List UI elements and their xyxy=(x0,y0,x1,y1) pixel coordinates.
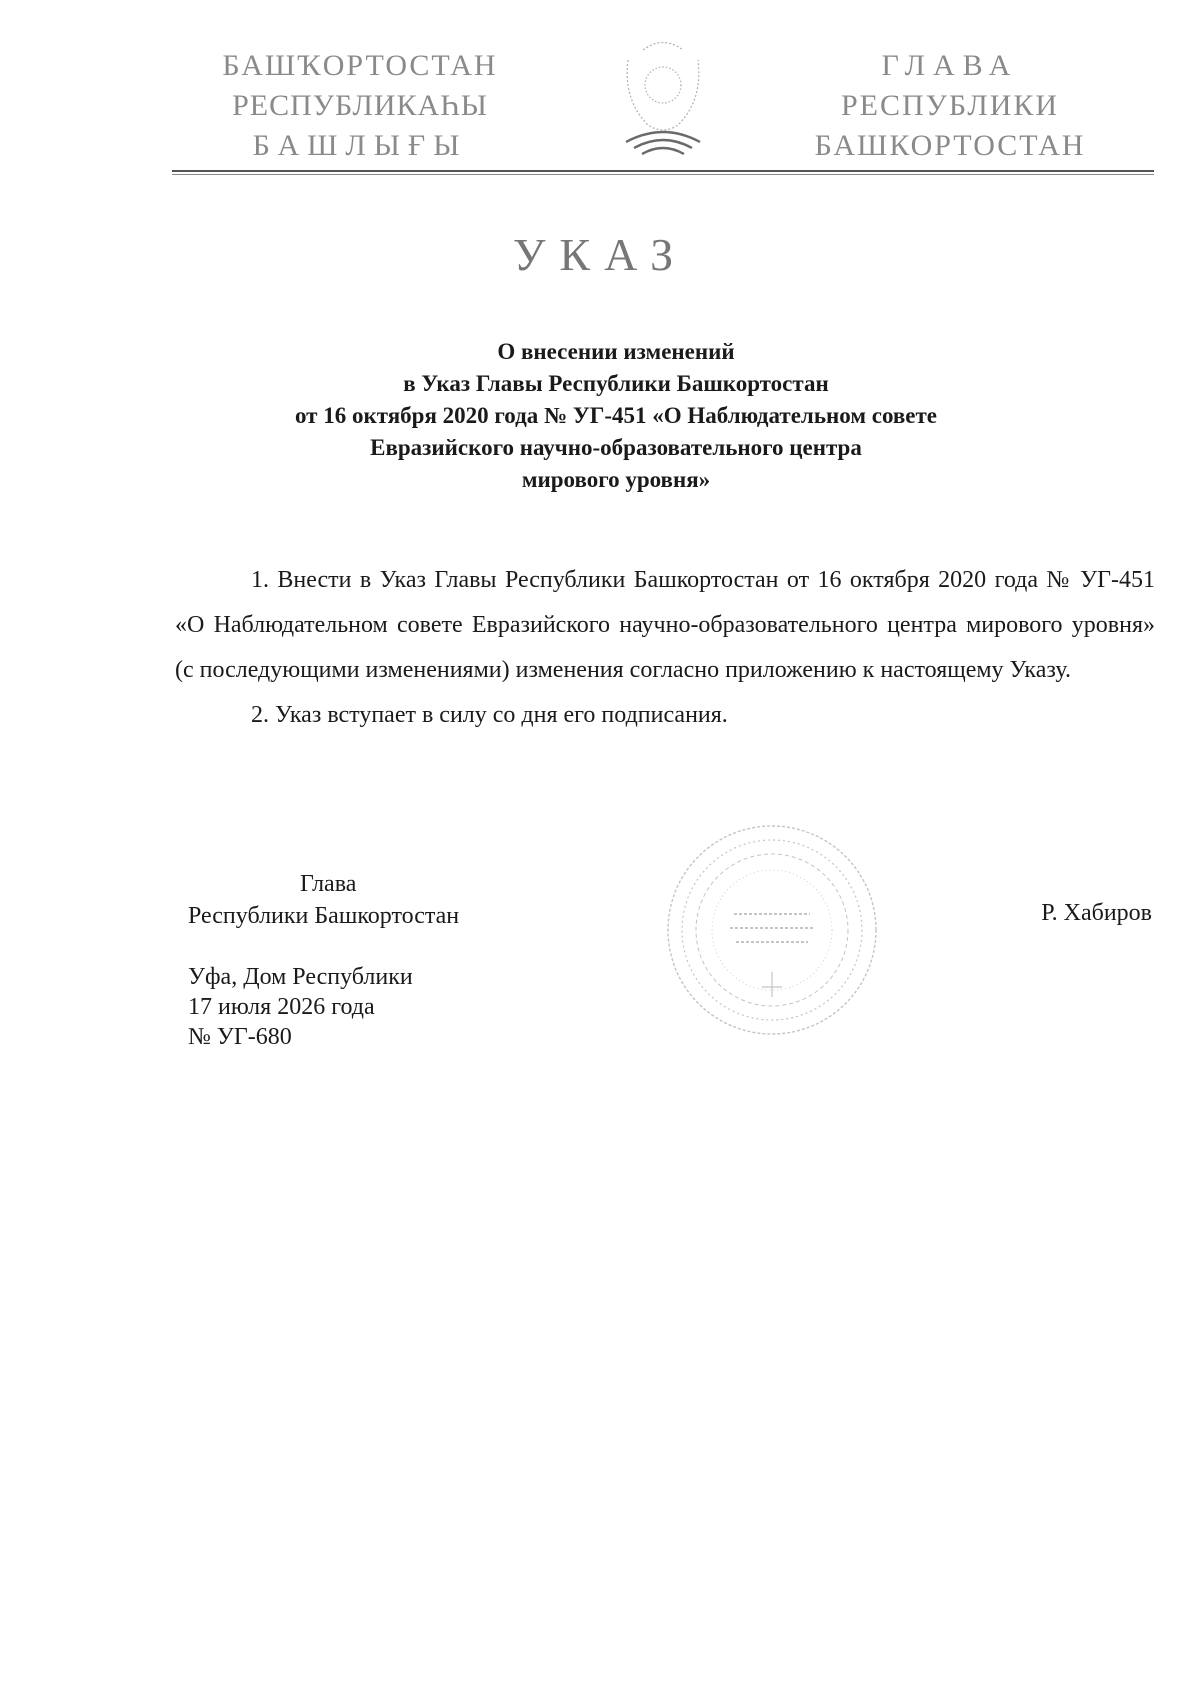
issue-date: 17 июля 2026 года xyxy=(188,994,375,1020)
subject-line: мирового уровня» xyxy=(521,467,711,492)
header-right-line-3: БАШКОРТОСТАН xyxy=(814,129,1086,162)
decree-paragraph-2: 2. Указ вступает в силу со дня его подписания. xyxy=(251,702,728,728)
issue-number: № УГ-680 xyxy=(188,1024,292,1050)
header-left-line-1: БАШҠОРТОСТАН xyxy=(222,49,498,82)
header-left-bashkir xyxy=(190,46,530,166)
header-divider xyxy=(172,170,1154,172)
decree-body xyxy=(175,558,1155,738)
official-seal-icon xyxy=(664,822,880,1038)
decree-subject xyxy=(150,336,1082,496)
header-left-line-3: БАШЛЫҒЫ xyxy=(252,129,468,162)
header-right-russian xyxy=(795,46,1105,166)
header-right-line-2: РЕСПУБЛИКИ xyxy=(840,89,1060,122)
issue-place: Уфа, Дом Республики xyxy=(188,964,413,990)
bashkortostan-emblem-icon xyxy=(608,30,718,160)
signatory-name: Р. Хабиров xyxy=(1041,900,1152,926)
header-right-line-1: ГЛАВА xyxy=(881,49,1019,82)
subject-line: в Указ Главы Республики Башкортостан xyxy=(403,371,829,396)
signatory-position-line-2: Республики Башкортостан xyxy=(188,903,460,929)
decree-paragraph-1: 1. Внести в Указ Главы Республики Башкортостан от 16 октября 2020 года № УГ-451 «О Наблюдательном совете Евразийского научно-образовательного центра мирового уровня» (с последующими изменениями) изменения согласно приложению к настоящему Указу. xyxy=(175,567,1155,683)
subject-line: от 16 октября 2020 года № УГ-451 «О Наблюдательном совете xyxy=(294,403,938,428)
subject-line: О внесении изменений xyxy=(497,339,735,364)
document-type-title: УКАЗ xyxy=(512,229,688,280)
header-divider-thin xyxy=(172,174,1154,175)
signatory-position-line-1: Глава xyxy=(300,871,357,897)
issue-details xyxy=(188,962,413,1052)
header-left-line-2: РЕСПУБЛИКАҺЫ xyxy=(232,89,488,122)
subject-line: Евразийского научно-образовательного центра xyxy=(370,435,862,460)
